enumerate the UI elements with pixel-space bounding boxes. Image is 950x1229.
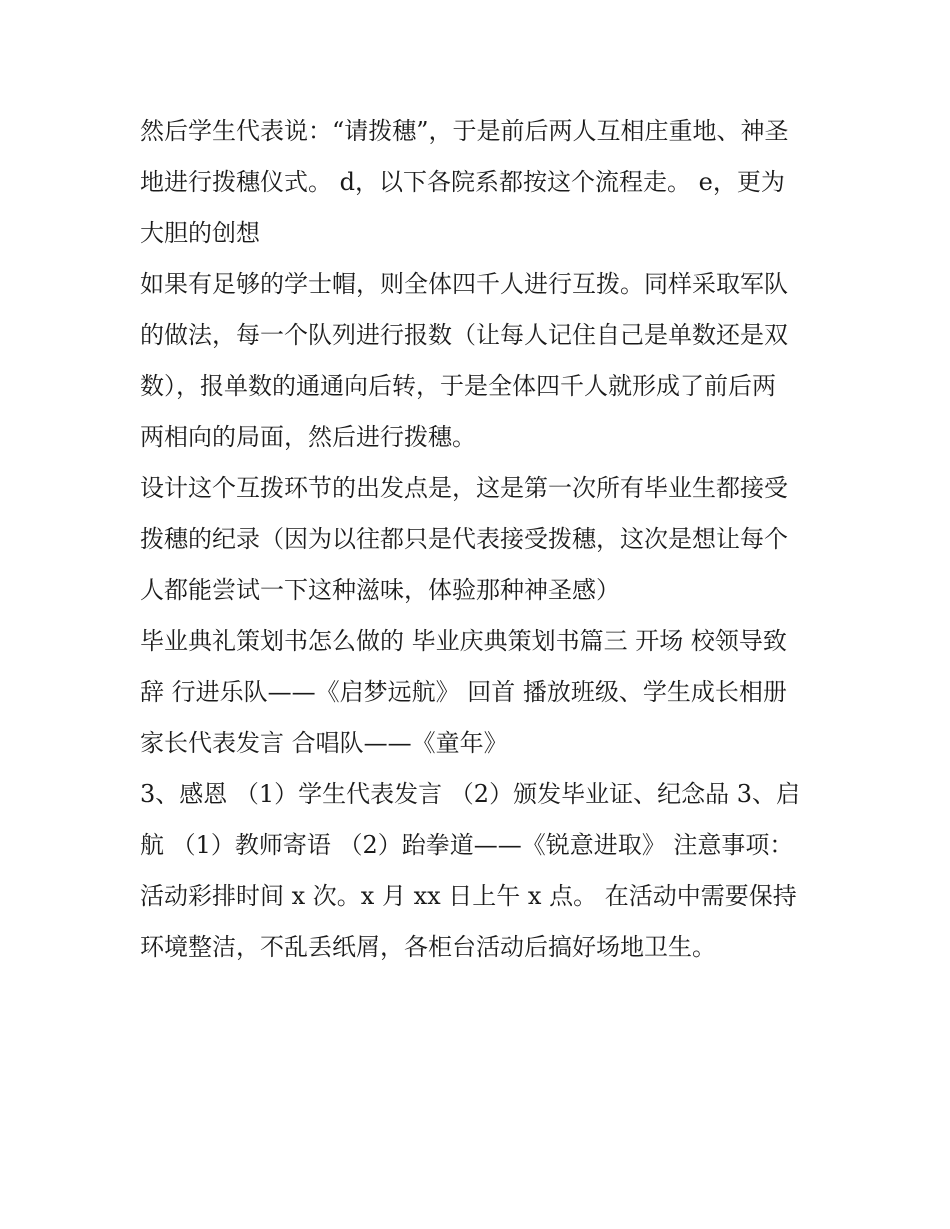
text-line: 家长代表发言 合唱队——《童年》 (140, 729, 508, 757)
text-line: 设计这个互拨环节的出发点是，这是第一次所有毕业生都接受 (140, 474, 788, 502)
text-line: 活动彩排时间 x 次。x 月 xx 日上午 x 点。 在活动中需要保持 (140, 882, 797, 910)
text-line: 两相向的局面，然后进行拨穗。 (140, 423, 476, 451)
text-line: 人都能尝试一下这种滋味，体验那种神圣感） (140, 576, 620, 604)
text-line: 地进行拨穗仪式。 d，以下各院系都按这个流程走。 e，更为 (140, 168, 785, 196)
text-line: 大胆的创想 (140, 219, 260, 247)
document-body (140, 106, 830, 973)
text-line: 毕业典礼策划书怎么做的 毕业庆典策划书篇三 开场 校领导致 (140, 627, 787, 655)
text-line: 辞 行进乐队——《启梦远航》 回首 播放班级、学生成长相册 (140, 678, 787, 706)
text-line: 的做法，每一个队列进行报数（让每人记住自己是单数还是双 (140, 321, 788, 349)
text-line: 航 （1）教师寄语 （2）跆拳道——《锐意进取》 注意事项： (140, 831, 794, 859)
text-line: 如果有足够的学士帽，则全体四千人进行互拨。同样采取军队 (140, 270, 788, 298)
text-line: 环境整洁，不乱丢纸屑，各柜台活动后搞好场地卫生。 (140, 933, 716, 961)
text-line: 3、感恩 （1）学生代表发言 （2）颁发毕业证、纪念品 3、启 (140, 780, 800, 808)
text-line: 数），报单数的通通向后转，于是全体四千人就形成了前后两 (140, 372, 776, 400)
text-line: 拨穗的纪录（因为以往都只是代表接受拨穗，这次是想让每个 (140, 525, 788, 553)
text-line: 然后学生代表说：“请拨穗”，于是前后两人互相庄重地、神圣 (140, 117, 789, 145)
